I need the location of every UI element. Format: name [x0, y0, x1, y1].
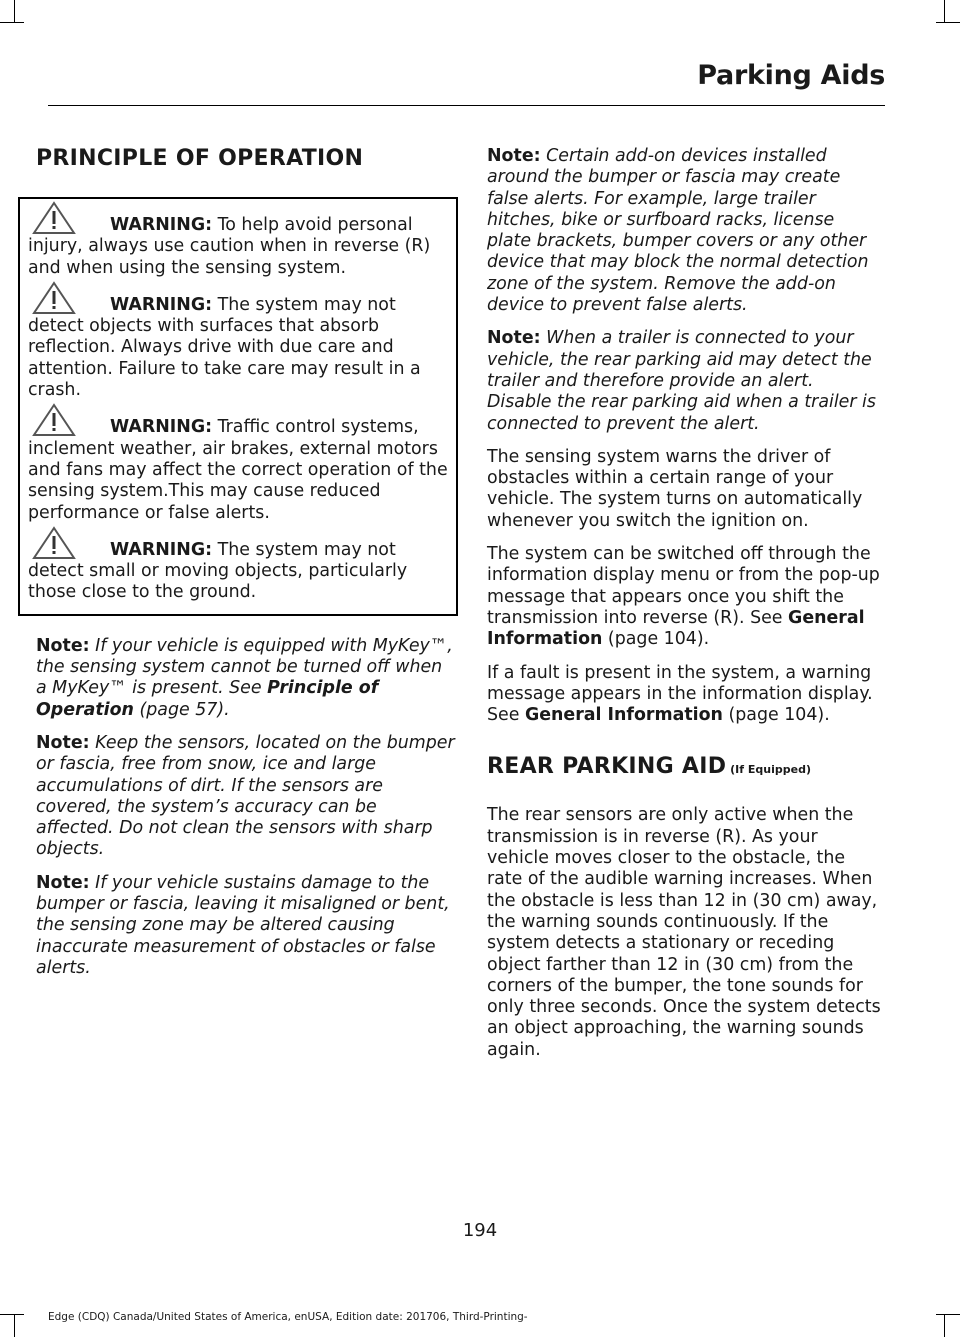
- warning-text: WARNING: The system may not detect small or moving objects, particularly those close to the ground.: [28, 539, 408, 603]
- note: Note: Keep the sensors, located on the bumper or fascia, free from snow, ice and large accumulations of dirt. If the sensors are covered, the system’s accuracy can be affected. Do not clean the sensors with sharp objects.: [36, 732, 455, 860]
- footer-edition-info: Edge (CDQ) Canada/United States of America, enUSA, Edition date: 201706, Third-Printing-: [48, 1311, 528, 1323]
- crop-mark: [944, 0, 945, 22]
- warning-triangle-icon: [32, 201, 76, 235]
- note: Note: When a trailer is connected to your vehicle, the rear parking aid may detect the trailer and therefore provide an alert. Disable the rear parking aid when a trailer is connected to prevent the alert.: [487, 328, 876, 434]
- left-column: [18, 146, 458, 991]
- warning-triangle-icon: [32, 403, 76, 437]
- crop-mark: [944, 1315, 945, 1337]
- page-title: Parking Aids: [697, 60, 885, 91]
- note: Note: If your vehicle sustains damage to the bumper or fascia, leaving it misaligned or bent, the sensing zone may be altered causing inaccurate measurement of obstacles or false alerts.: [36, 872, 450, 978]
- section-heading: REAR PARKING AID (If Equipped): [487, 754, 811, 780]
- warning-triangle-icon: [32, 281, 76, 315]
- body-paragraph: The sensing system warns the driver of obstacles within a certain range of your vehicle. The system turns on automatically whenever you switch the ignition on.: [487, 446, 863, 531]
- left-notes: [18, 636, 458, 979]
- warning-box: [18, 197, 458, 616]
- warning-item: [28, 417, 448, 523]
- body-paragraph: The rear sensors are only active when the transmission is in reverse (R). As your vehicle moves closer to the obstacle, the rate of the audible warning increases. When the obstacle is less than 12 in (30 cm) away, the warning sounds continuously. If the system detects a stationary or receding object farther than 12 in (30 cm) from the corners of the bumper, the tone sounds for only three seconds. Once the system detects an object approaching, the warning sounds again.: [487, 805, 881, 1060]
- crop-mark: [936, 1314, 960, 1315]
- header-rule: [48, 105, 885, 106]
- crop-mark: [936, 22, 960, 23]
- warning-text: WARNING: The system may not detect objects with surfaces that absorb reflection. Always drive with due care and attention. Failure to take care may result in a crash.: [28, 294, 421, 401]
- section-heading: PRINCIPLE OF OPERATION: [36, 146, 364, 171]
- warning-item: [28, 295, 448, 401]
- note: Note: If your vehicle is equipped with MyKey™, the sensing system cannot be turned off when a MyKey™ is present. See Principle of Operation (page 57).: [36, 635, 453, 720]
- right-column: [487, 146, 882, 1073]
- warning-text: WARNING: Traffic control systems, inclement weather, air brakes, external motors and fans may affect the correct operation of the sensing system.This may cause reduced performance or false alerts.: [28, 417, 448, 523]
- note: Note: Certain add-on devices installed around the bumper or fascia may create false alerts. For example, large trailer hitches, bike or surfboard racks, license plate brackets, bumper covers or any other device that may block the normal detection zone of the system. Remove the add-on device to prevent false alerts.: [487, 146, 869, 316]
- crop-mark: [0, 22, 24, 23]
- warning-item: [28, 215, 448, 279]
- section-qualifier: (If Equipped): [726, 763, 811, 777]
- crop-mark: [0, 1314, 24, 1315]
- body-paragraph: The system can be switched off through the information display menu or from the pop-up message that appears once you shift the transmission into reverse (R). See General Information (page 104).: [487, 544, 880, 650]
- cross-reference-link[interactable]: General Information: [524, 705, 723, 726]
- warning-item: [28, 540, 448, 604]
- page-number: 194: [462, 1220, 498, 1241]
- body-paragraph: If a fault is present in the system, a warning message appears in the information display. See General Information (page 104).: [487, 662, 873, 726]
- crop-mark: [14, 1315, 15, 1337]
- cross-reference-link[interactable]: Principle of Operation: [36, 678, 379, 720]
- cross-reference-link[interactable]: General Information: [487, 607, 865, 650]
- crop-mark: [14, 0, 15, 22]
- warning-triangle-icon: [32, 526, 76, 560]
- warning-text: WARNING: To help avoid personal injury, always use caution when in reverse (R) and when using the sensing system.: [28, 215, 431, 278]
